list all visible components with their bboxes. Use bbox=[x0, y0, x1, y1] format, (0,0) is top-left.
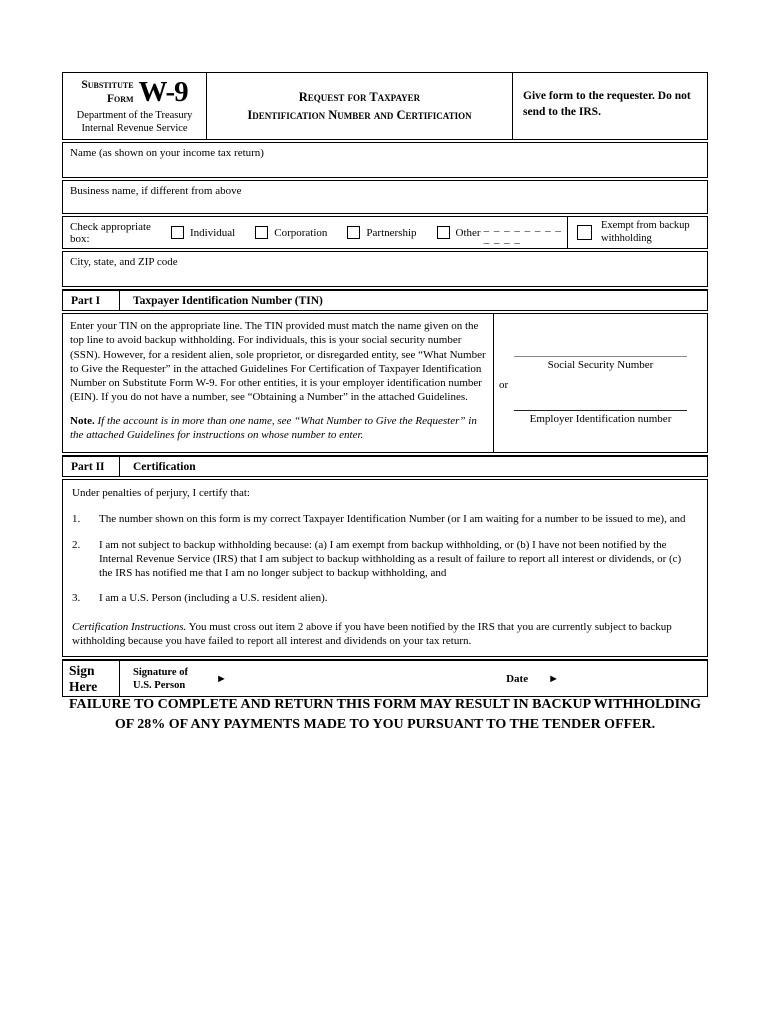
name-field-label: Name (as shown on your income tax return) bbox=[70, 147, 264, 159]
part2-title: Certification bbox=[133, 461, 196, 473]
dept-irs-label: Internal Revenue Service bbox=[81, 122, 188, 134]
date-group bbox=[506, 672, 599, 686]
certification-intro: Under penalties of perjury, I certify that: bbox=[72, 487, 250, 499]
signature-of-line1: Signature of bbox=[133, 666, 188, 678]
certification-item bbox=[72, 538, 697, 581]
tin-note-text: If the account is in more than one name, see “What Number to Give the Requester” in the attached Guidelines for instructions on whose number to enter. bbox=[70, 414, 477, 442]
substitute-label: Substitute bbox=[81, 79, 134, 92]
other-blank-line[interactable]: _ _ _ _ _ _ _ _ _ _ _ _ bbox=[483, 220, 562, 245]
part1-title: Taxpayer Identification Number (TIN) bbox=[133, 295, 323, 307]
item-number: 1. bbox=[72, 513, 81, 526]
signature-of-label bbox=[133, 666, 188, 692]
dept-treasury-label: Department of the Treasury bbox=[76, 110, 193, 121]
backup-withholding-warning bbox=[0, 695, 770, 736]
tin-instructions bbox=[63, 314, 494, 452]
ssn-label: Social Security Number bbox=[547, 359, 654, 371]
individual-checkbox[interactable] bbox=[171, 226, 184, 239]
individual-label: Individual bbox=[190, 226, 236, 239]
other-option bbox=[437, 221, 567, 245]
certification-item bbox=[72, 591, 697, 605]
item-text: The number shown on this form is my correct Taxpayer Identification Number (or I am waiting for a number to be issued to me), and bbox=[99, 513, 686, 526]
corporation-checkbox[interactable] bbox=[255, 226, 268, 239]
date-label: Date bbox=[506, 672, 529, 685]
sign-here-label bbox=[63, 661, 120, 696]
part1-header bbox=[62, 289, 708, 311]
ein-entry-line[interactable] bbox=[514, 410, 687, 411]
signature-area bbox=[120, 661, 707, 696]
substitute-form-label bbox=[81, 79, 133, 105]
entity-type-options bbox=[63, 217, 567, 248]
part2-header bbox=[62, 455, 708, 477]
item-text: I am not subject to backup withholding because: (a) I am exempt from backup withholding, or (b) I have not been notified by the Internal Revenue Service (IRS) that I am subject to backup withholding as a result of failure to report all interest or dividends, or (c) the IRS has notified me that I am no longer subject to backup withholding, and bbox=[99, 538, 682, 580]
city-state-zip-label: City, state, and ZIP code bbox=[70, 256, 178, 268]
certification-instructions-label: Certification Instructions. bbox=[72, 620, 187, 633]
ein-label: Employer Identification number bbox=[529, 413, 672, 425]
sign-here-row bbox=[62, 659, 708, 697]
signature-input-area[interactable] bbox=[227, 661, 506, 696]
certification-item bbox=[72, 512, 697, 526]
form-title-block bbox=[207, 73, 513, 139]
city-state-zip-field[interactable] bbox=[62, 251, 708, 287]
check-box-row-label: Check appropriate box: bbox=[70, 220, 151, 245]
part1-label: Part I bbox=[63, 291, 120, 310]
business-name-field-label: Business name, if different from above bbox=[70, 185, 242, 197]
tin-instructions-text: Enter your TIN on the appropriate line. The TIN provided must match the name given on the top line to avoid backup withholding. For individuals, this is your social security number (SSN). However, for a resident alien, sole proprietor, or disregarded entity, see “What Number to Give the Requester” in the attached Guidelines For Certification of Taxpayer Identification Number on Substitute Form W-9. For other entities, it is your employer identification number (EIN). If you do not have a number, see “Obtaining a Number” in the attached Guidelines. bbox=[70, 320, 486, 404]
partnership-option bbox=[347, 226, 416, 239]
partnership-checkbox[interactable] bbox=[347, 226, 360, 239]
signature-of-line2: U.S. Person bbox=[133, 679, 186, 691]
exempt-label: Exempt from backup withholding bbox=[601, 219, 690, 244]
other-label: Other bbox=[455, 226, 481, 239]
form-header bbox=[62, 72, 708, 140]
exempt-cell bbox=[567, 217, 707, 248]
part2-body bbox=[62, 479, 708, 657]
form-title-line2: Identification Number and Certification bbox=[247, 108, 472, 122]
w9-form bbox=[62, 72, 708, 697]
warning-line1: FAILURE TO COMPLETE AND RETURN THIS FORM MAY RESULT IN BACKUP WITHHOLDING bbox=[68, 697, 702, 712]
warning-line2: OF 28% OF ANY PAYMENTS MADE TO YOU PURSUANT TO THE TENDER OFFER. bbox=[114, 717, 656, 733]
form-title bbox=[247, 88, 471, 124]
date-input-area[interactable] bbox=[559, 672, 599, 686]
entity-type-row bbox=[62, 216, 708, 249]
form-title-line1: Request for Taxpayer bbox=[298, 89, 421, 104]
item-number: 2. bbox=[72, 538, 81, 551]
here-word: Here bbox=[69, 678, 98, 694]
certification-instructions-text: You must cross out item 2 above if you have been notified by the IRS that you are currently subject to backup withholding because you have failed to report all interest and dividends on your tax return. bbox=[72, 620, 672, 648]
or-label: or bbox=[499, 379, 509, 391]
business-name-field[interactable] bbox=[62, 180, 708, 214]
corporation-option bbox=[255, 226, 327, 239]
corporation-label: Corporation bbox=[274, 226, 328, 239]
signature-arrow-icon: ► bbox=[215, 672, 227, 685]
sign-word: Sign bbox=[69, 663, 95, 679]
form-word-label: Form bbox=[106, 92, 134, 105]
give-form-note: Give form to the requester. Do not send to the IRS. bbox=[523, 90, 691, 118]
certification-instructions bbox=[72, 620, 697, 649]
item-text: I am a U.S. Person (including a U.S. resident alien). bbox=[99, 592, 328, 605]
name-field[interactable] bbox=[62, 142, 708, 178]
form-id-block bbox=[63, 73, 207, 139]
tin-note bbox=[70, 414, 486, 443]
individual-option bbox=[171, 226, 235, 239]
department-block bbox=[65, 110, 204, 135]
exempt-checkbox[interactable] bbox=[577, 225, 592, 240]
other-checkbox[interactable] bbox=[437, 226, 450, 239]
form-number: W-9 bbox=[138, 76, 188, 108]
ssn-entry-line[interactable] bbox=[514, 356, 687, 357]
item-number: 3. bbox=[72, 592, 81, 605]
date-arrow-icon: ► bbox=[548, 672, 559, 685]
partnership-label: Partnership bbox=[366, 226, 417, 239]
part2-label: Part II bbox=[63, 457, 120, 476]
tin-note-label: Note. bbox=[70, 414, 95, 427]
part1-body bbox=[62, 313, 708, 453]
tin-entry-area bbox=[494, 314, 707, 452]
